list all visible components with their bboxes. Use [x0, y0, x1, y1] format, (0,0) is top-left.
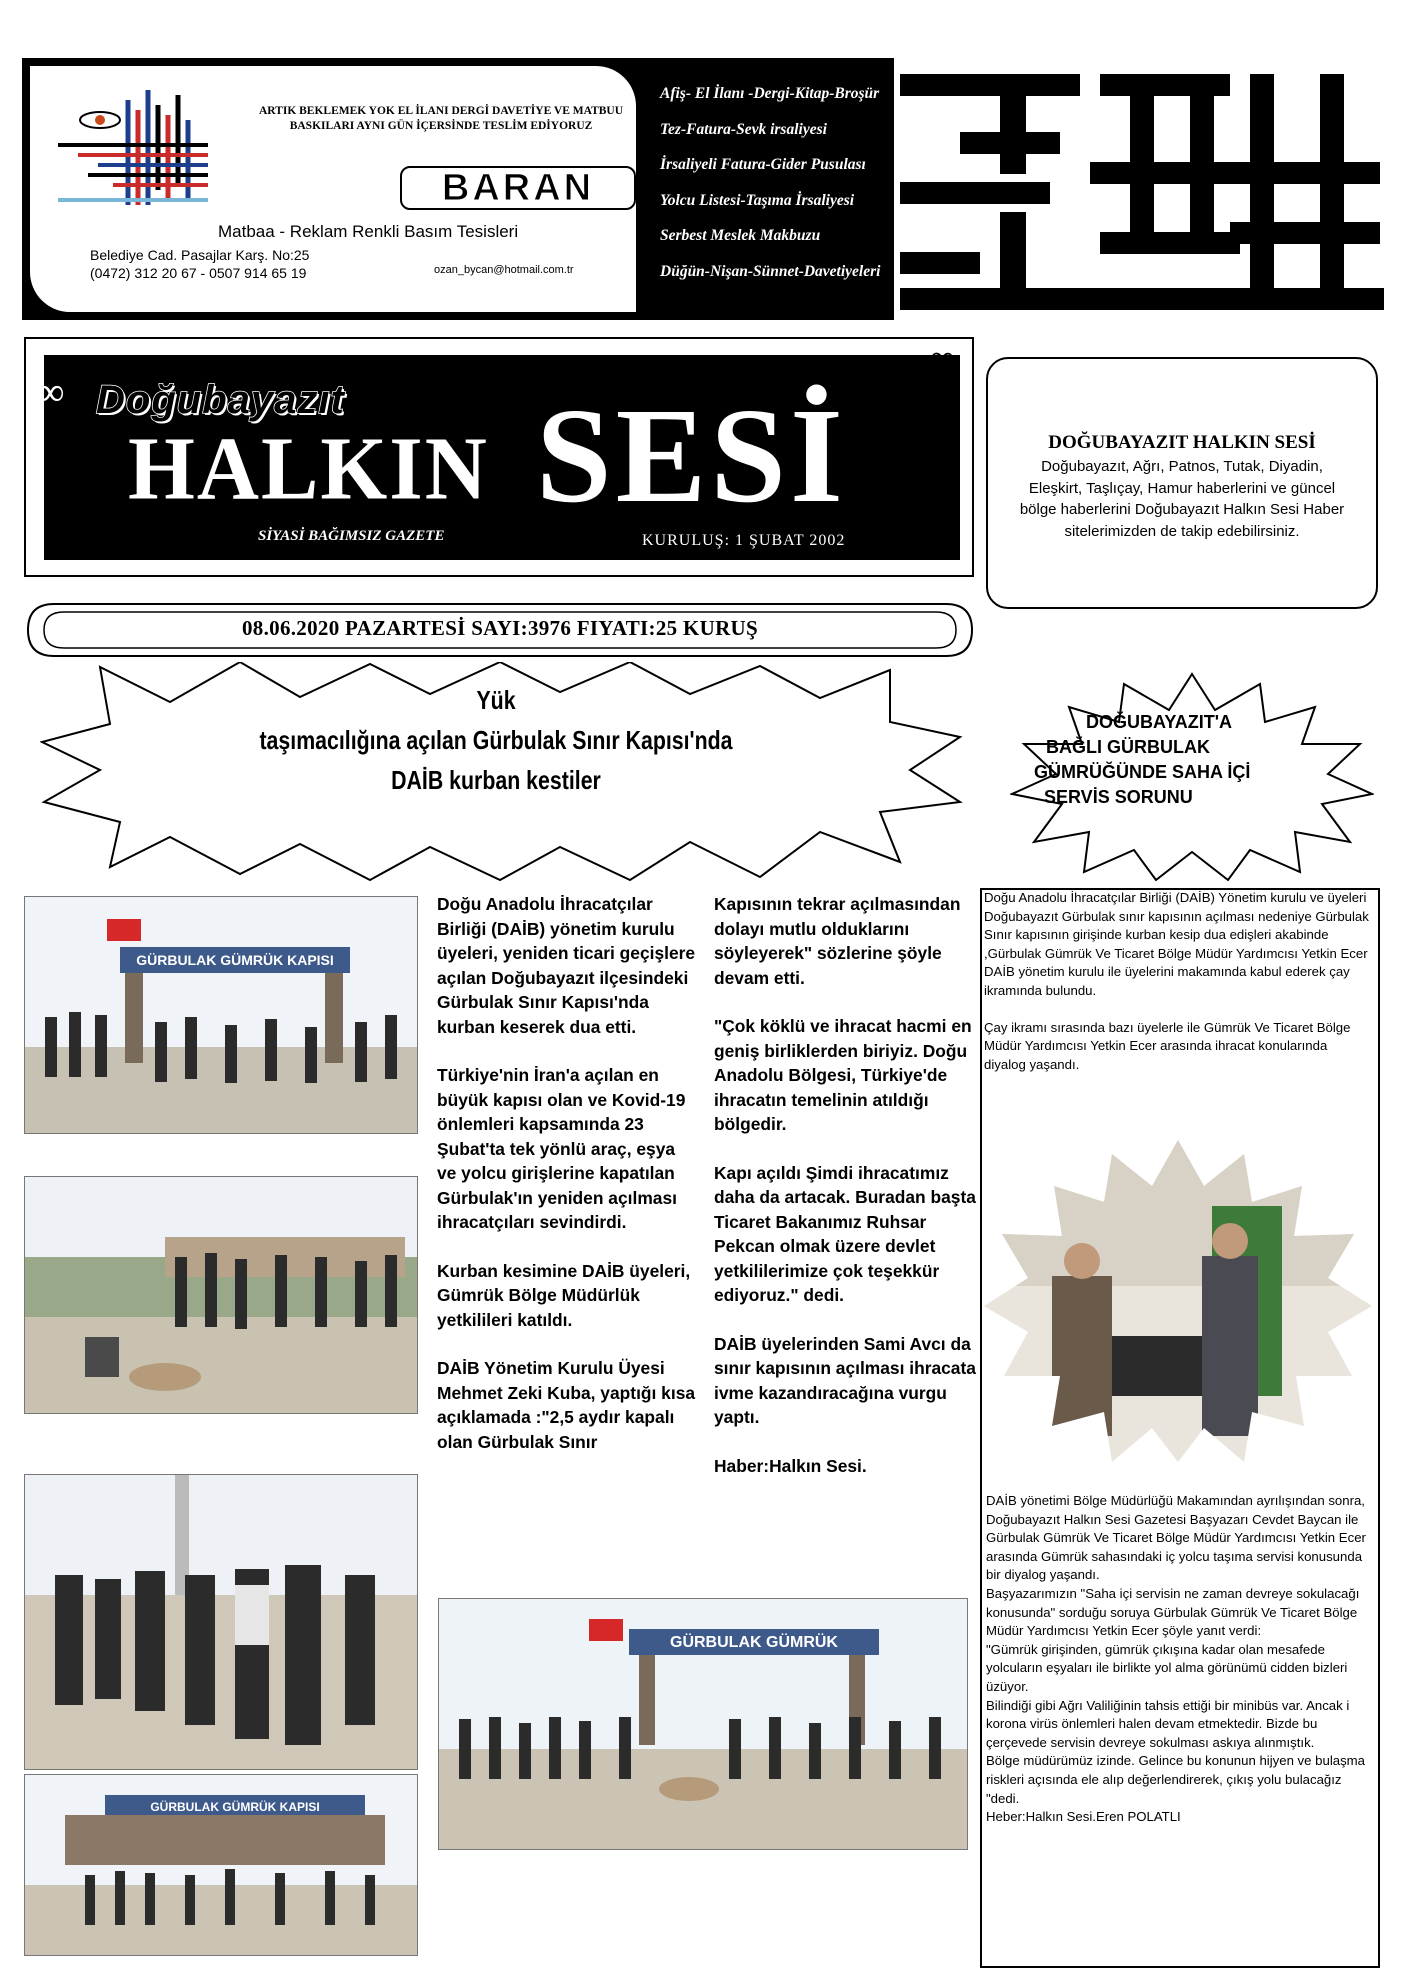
masthead-founded: KURULUŞ: 1 ŞUBAT 2002 [642, 532, 846, 549]
gate-sign-text: GÜRBULAK GÜMRÜK KAPISI [136, 952, 334, 968]
info-box-text: Doğubayazıt, Ağrı, Patnos, Tutak, Diyadin, Eleşkirt, Taşlıçay, Hamur haberlerini ve güncel bölge haberlerini Doğubayazıt Halkın Sesi Haber sitelerimizden de takip edebilirsiniz. [1019, 458, 1345, 540]
masthead-title-part2: SESİ [536, 381, 847, 531]
advert-address [90, 246, 309, 282]
masthead-city: Doğubayazıt [96, 378, 345, 422]
side-headline-line: SERVİS SORUNU [1044, 787, 1193, 807]
photo-border-gate [24, 896, 418, 1134]
advert-service-item: Afiş- El İlanı -Dergi-Kitap-Broşür [660, 85, 880, 102]
side-article-paragraph: Bilindiği gibi Ağrı Valiliğinin tahsis ettiği bir minibüs var. Ancak i korona virüs önlemleri halen devam etmektedir. Bizde bu çerçevede servisin devreye sokulması askıya alınmıştık. [986, 1697, 1350, 1750]
article-paragraph: Türkiye'nin İran'a açılan en büyük kapısı olan ve Kovid-19 önlemleri kapsamında 23 Şubat'ta tek yönlü araç, eşya ve yolcu girişlerine kapatılan Gürbulak'ın yeniden açılması ihracatçıları sevindirdi. [437, 1065, 686, 1232]
advert-description: Matbaa - Reklam Renkli Basım Tesisleri [218, 222, 519, 241]
masthead-title-part1: HALKIN [128, 417, 489, 519]
advert-service-item: Düğün-Nişan-Sünnet-Davetiyeleri [660, 262, 881, 280]
side-headline [1032, 710, 1352, 810]
article-byline: Haber:Halkın Sesi. [714, 1455, 867, 1476]
article-paragraph: Kapı açıldı Şimdi ihracatımız daha da artacak. Buradan başta Ticaret Bakanımız Ruhsar Pekcan olmak üzere devlet yetkililerimize çok teşekkür ediyoruz." dedi. [714, 1162, 976, 1305]
advert-email: ozan_bycan@hotmail.com.tr [434, 264, 574, 276]
main-headline-line: Yük [476, 685, 516, 715]
scroll-curl-right-icon: ∞ [930, 340, 955, 377]
side-article-paragraph: DAİB yönetimi Bölge Müdürlüğü Makamından ayrılışından sonra, Doğubayazıt Halkın Sesi Gazetesi Başyazarı Cevdet Baycan ile Gürbulak Gümrük Ve Ticaret Bölge Müdür Yardımcısı Yetkin Ecer arasında Gümrük sahasındaki iç yolcu taşıma servisi konusunda bir diyalog yaşandı. [986, 1493, 1366, 1583]
gate-sign-text: GÜRBULAK GÜMRÜK KAPISI [150, 1800, 320, 1814]
advert-service-item: Yolcu Listesi-Taşıma İrsaliyesi [660, 191, 855, 209]
advert-address-line: Belediye Cad. Pasajlar Karş. No:25 [90, 247, 310, 263]
advert-phones: (0472) 312 20 67 - 0507 914 65 19 [90, 265, 307, 281]
article-paragraph: "Çok köklü ve ihracat hacmi en geniş birliklerden biriyiz. Doğu Anadolu Bölgesi, Türkiye'de ihracatın temelinin atıldığı bölgedir. [714, 1016, 972, 1134]
side-article-top [984, 889, 1372, 1092]
photo-gate-crowd [24, 1774, 418, 1956]
article-column-1 [437, 892, 699, 1478]
side-article-bottom [986, 1492, 1370, 1827]
advert-brand: BARAN [400, 166, 636, 210]
advert-service-item: Serbest Meslek Makbuzu [660, 227, 821, 244]
dateline: 08.06.2020 PAZARTESİ SAYI:3976 FIYATI:25 KURUŞ [242, 616, 758, 640]
scroll-curl-left-icon: ∞ [36, 369, 65, 414]
side-article-paragraph: Bölge müdürümüz izinde. Gelince bu konunun hijyen ve bulaşma riskleri açısında ele alıp değerlendirerek, çıkış yolu bulacağız "dedi. [986, 1753, 1365, 1806]
side-headline-line: DOĞUBAYAZIT'A [1086, 712, 1232, 732]
main-headline-line: DAİB kurban kestiler [391, 765, 601, 795]
photo-sacrifice-ceremony [24, 1176, 418, 1414]
side-article-paragraph: Başyazarımızın "Saha içi servisin ne zaman devreye sokulacağı konusunda" sorduğu soruya Gürbulak Gümrük Ve Ticaret Bölge Müdür Yardımcısı Yetkin Ecer şöyle yanıt verdi: [986, 1585, 1360, 1639]
decorative-ornament-icon [900, 62, 1384, 322]
print-shop-logo [58, 90, 208, 210]
side-headline-line: GÜMRÜĞÜNDE SAHA İÇİ [1034, 762, 1251, 782]
advert-services-list [660, 76, 892, 289]
article-paragraph: DAİB Yönetim Kurulu Üyesi Mehmet Zeki Kuba, yaptığı kısa açıklamada :"2,5 aydır kapalı olan Gürbulak Sınır [437, 1358, 696, 1452]
masthead-subtitle: SİYASİ BAĞIMSIZ GAZETE [258, 528, 445, 544]
main-headline [250, 680, 742, 800]
article-paragraph: Doğu Anadolu İhracatçılar Birliği (DAİB) yönetim kurulu üyeleri, yeniden ticari geçişlere açılan Doğubayazıt ilçesindeki Gürbulak Sınır Kapısı'nda kurban keserek dua etti. [437, 894, 696, 1037]
advert-tagline: ARTIK BEKLEMEK YOK EL İLANI DERGİ DAVETİYE VE MATBUU BASKILARI AYNI GÜN İÇERSİNDE TESLİM EDİYORUZ [258, 105, 624, 132]
info-box-title: DOĞUBAYAZIT HALKIN SESİ [1048, 432, 1316, 453]
side-article-paragraph: "Gümrük girişinden, gümrük çıkışına kadar olan mesafede yolcuların eşyaları ile birlikte yol alma görünümü cidden bizleri üzüyor. [986, 1641, 1348, 1694]
side-article-paragraph: Doğu Anadolu İhracatçılar Birliği (DAİB) Yönetim kurulu ve üyeleri Doğubayazıt Gürbulak sınır kapısının açılması nedeniye Gürbulak Sınır kapısının girişinde kurban kesip dua edişleri akabinde ,Gürbulak Gümrük Ve Ticaret Bölge Müdür Yardımcısı Yetkin Ecer DAİB yönetim kurulu ile üyelerini makamında kabul ederek çay ikramında bulundu. [984, 890, 1369, 998]
article-column-2 [714, 892, 980, 1502]
main-headline-line: taşımacılığına açılan Gürbulak Sınır Kapısı'nda [259, 725, 733, 755]
advert-service-item: İrsaliyeli Fatura-Gider Pusulası [660, 156, 866, 173]
side-article-paragraph: Çay ikramı sırasında bazı üyelerle ile Gümrük Ve Ticaret Bölge Müdür Yardımcısı Yetkin Ecer arasında ihracat konularında diyalog yaşandı. [984, 1019, 1351, 1072]
side-headline-line: BAĞLI GÜRBULAK [1046, 737, 1210, 757]
article-paragraph: DAİB üyelerinden Sami Avcı da sınır kapısının açılması ihracata ivme kazandıracağına vurgu yaptı. [714, 1333, 976, 1427]
gate-sign-text: GÜRBULAK GÜMRÜK [670, 1634, 838, 1651]
photo-officials-group [24, 1474, 418, 1770]
advert-service-item: Tez-Fatura-Sevk irsaliyesi [660, 120, 827, 138]
article-paragraph: Kurban kesimine DAİB üyeleri, Gümrük Bölge Müdürlük yetkilileri katıldı. [437, 1260, 691, 1330]
photo-customs-gate-crowd [438, 1598, 968, 1850]
side-article-byline: Heber:Halkın Sesi.Eren POLATLI [986, 1809, 1181, 1825]
article-paragraph: Kapısının tekrar açılmasından dolayı mutlu olduklarını söyleyerek" sözlerine şöyle devam etti. [714, 894, 961, 988]
